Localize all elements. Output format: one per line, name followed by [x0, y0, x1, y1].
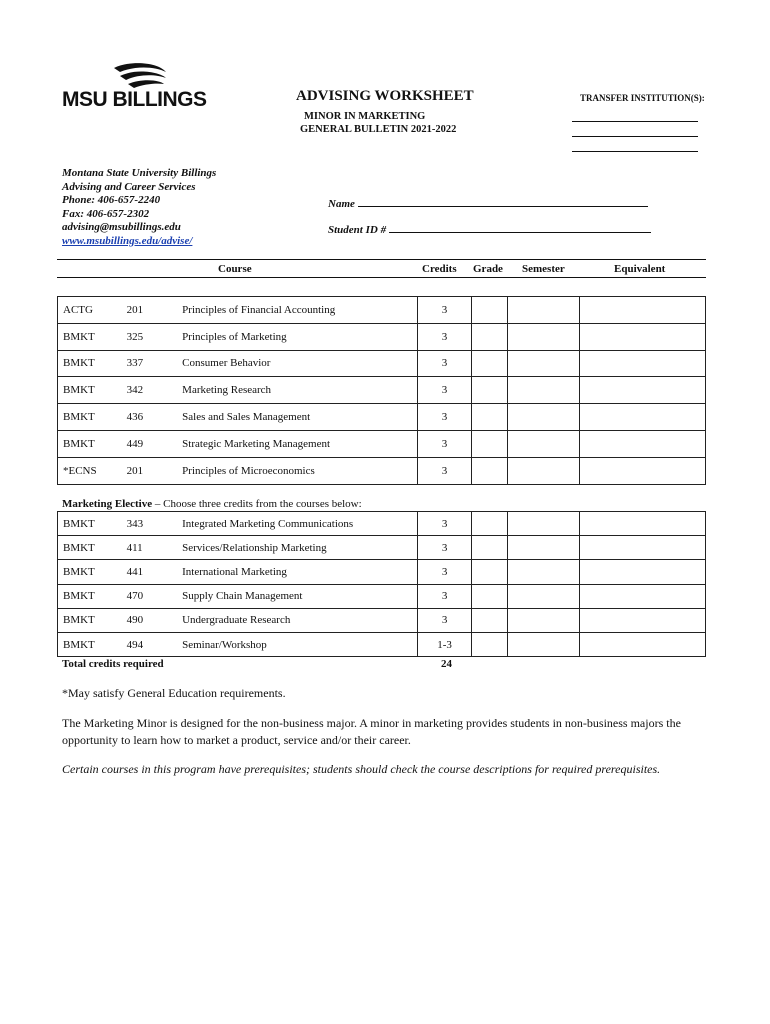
course-dept: BMKT [58, 377, 127, 404]
course-title: Sales and Sales Management [182, 404, 418, 431]
grade-cell[interactable] [471, 377, 508, 404]
col-course: Course [218, 263, 252, 275]
required-courses-table [57, 296, 706, 485]
total-label: Total credits required [62, 658, 164, 670]
course-credits: 3 [418, 404, 471, 431]
logo-text: MSU BILLINGS [62, 88, 207, 111]
header-rule-bottom [57, 277, 706, 278]
col-credits: Credits [422, 263, 457, 275]
semester-cell[interactable] [508, 350, 580, 377]
course-row [58, 377, 706, 404]
course-dept: ACTG [58, 297, 127, 324]
org-name: Montana State University Billings [62, 167, 217, 179]
course-row [58, 560, 706, 584]
course-number: 342 [127, 377, 183, 404]
course-row [58, 404, 706, 431]
course-number: 470 [127, 584, 183, 608]
transfer-line-2[interactable] [572, 136, 698, 137]
equivalent-cell[interactable] [580, 350, 706, 377]
total-value: 24 [441, 658, 452, 670]
course-dept: BMKT [58, 350, 127, 377]
course-credits: 3 [418, 584, 471, 608]
semester-cell[interactable] [508, 512, 580, 536]
grade-cell[interactable] [471, 297, 508, 324]
equivalent-cell[interactable] [580, 512, 706, 536]
course-number: 494 [127, 632, 183, 656]
course-row [58, 608, 706, 632]
course-dept: BMKT [58, 632, 127, 656]
course-number: 436 [127, 404, 183, 431]
name-label: Name [328, 198, 355, 210]
course-dept: BMKT [58, 323, 127, 350]
elective-heading [62, 498, 362, 510]
name-blank[interactable] [358, 196, 648, 207]
transfer-institution-label: TRANSFER INSTITUTION(S): [580, 93, 705, 103]
prereq-note: Certain courses in this program have prerequisites; students should check the course descriptions for required prerequisites. [62, 762, 661, 776]
course-credits: 1-3 [418, 632, 471, 656]
name-field[interactable] [328, 196, 648, 210]
course-credits: 3 [418, 457, 471, 484]
course-title: International Marketing [182, 560, 418, 584]
course-number: 441 [127, 560, 183, 584]
course-dept: BMKT [58, 560, 127, 584]
course-row [58, 632, 706, 656]
course-dept: BMKT [58, 608, 127, 632]
course-title: Seminar/Workshop [182, 632, 418, 656]
course-title: Services/Relationship Marketing [182, 536, 418, 560]
equivalent-cell[interactable] [580, 404, 706, 431]
course-credits: 3 [418, 608, 471, 632]
semester-cell[interactable] [508, 632, 580, 656]
course-row [58, 430, 706, 457]
course-row [58, 584, 706, 608]
equivalent-cell[interactable] [580, 377, 706, 404]
course-title: Principles of Marketing [182, 323, 418, 350]
course-number: 411 [127, 536, 183, 560]
minor-description: The Marketing Minor is designed for the non-business major. A minor in marketing provides students in non-business majors the opportunity to learn how to market a product, service and/or their career. [62, 716, 681, 747]
transfer-line-3[interactable] [572, 151, 698, 152]
elective-desc: – Choose three credits from the courses below: [152, 498, 362, 510]
course-title: Marketing Research [182, 377, 418, 404]
grade-cell[interactable] [471, 584, 508, 608]
course-dept: BMKT [58, 430, 127, 457]
col-equivalent: Equivalent [614, 263, 666, 275]
gen-ed-note: *May satisfy General Education requirements. [62, 686, 286, 700]
course-row [58, 323, 706, 350]
course-dept: BMKT [58, 512, 127, 536]
elective-title: Marketing Elective [62, 498, 153, 510]
bulletin-subtitle: GENERAL BULLETIN 2021-2022 [300, 124, 457, 135]
course-row [58, 350, 706, 377]
course-credits: 3 [418, 536, 471, 560]
dept-name: Advising and Career Services [62, 180, 196, 193]
semester-cell[interactable] [508, 323, 580, 350]
equivalent-cell[interactable] [580, 632, 706, 656]
course-number: 201 [127, 457, 183, 484]
equivalent-cell[interactable] [580, 536, 706, 560]
grade-cell[interactable] [471, 632, 508, 656]
fax: Fax: 406-657-2302 [62, 207, 150, 220]
col-semester: Semester [522, 263, 565, 275]
header-rule-top [57, 259, 706, 260]
course-title: Integrated Marketing Communications [182, 512, 418, 536]
course-title: Supply Chain Management [182, 584, 418, 608]
course-dept: BMKT [58, 536, 127, 560]
advise-link[interactable]: www.msubillings.edu/advise/ [62, 234, 193, 247]
semester-cell[interactable] [508, 608, 580, 632]
course-dept: BMKT [58, 404, 127, 431]
semester-cell[interactable] [508, 457, 580, 484]
grade-cell[interactable] [471, 608, 508, 632]
course-number: 449 [127, 430, 183, 457]
course-dept: BMKT [58, 584, 127, 608]
course-credits: 3 [418, 560, 471, 584]
course-row [58, 457, 706, 484]
course-credits: 3 [418, 430, 471, 457]
elective-courses-table [57, 511, 706, 657]
semester-cell[interactable] [508, 297, 580, 324]
semester-cell[interactable] [508, 404, 580, 431]
phone: Phone: 406-657-2240 [62, 194, 161, 206]
semester-cell[interactable] [508, 560, 580, 584]
email: advising@msubillings.edu [62, 221, 181, 233]
grade-cell[interactable] [471, 457, 508, 484]
course-title: Strategic Marketing Management [182, 430, 418, 457]
course-row [58, 536, 706, 560]
course-row [58, 297, 706, 324]
course-credits: 3 [418, 377, 471, 404]
grade-cell[interactable] [471, 536, 508, 560]
semester-cell[interactable] [508, 536, 580, 560]
course-title: Undergraduate Research [182, 608, 418, 632]
course-number: 337 [127, 350, 183, 377]
worksheet-title: ADVISING WORKSHEET [296, 88, 474, 104]
col-grade: Grade [473, 263, 503, 275]
course-row [58, 512, 706, 536]
grade-cell[interactable] [471, 430, 508, 457]
equivalent-cell[interactable] [580, 584, 706, 608]
student-id-label: Student ID # [328, 224, 387, 236]
grade-cell[interactable] [471, 560, 508, 584]
grade-cell[interactable] [471, 323, 508, 350]
grade-cell[interactable] [471, 350, 508, 377]
equivalent-cell[interactable] [580, 560, 706, 584]
course-title: Principles of Financial Accounting [182, 297, 418, 324]
semester-cell[interactable] [508, 430, 580, 457]
equivalent-cell[interactable] [580, 297, 706, 324]
semester-cell[interactable] [508, 377, 580, 404]
contact-block [62, 167, 216, 248]
course-credits: 3 [418, 350, 471, 377]
course-number: 343 [127, 512, 183, 536]
grade-cell[interactable] [471, 404, 508, 431]
course-number: 490 [127, 608, 183, 632]
course-credits: 3 [418, 512, 471, 536]
student-id-field[interactable] [328, 222, 651, 236]
semester-cell[interactable] [508, 584, 580, 608]
equivalent-cell[interactable] [580, 323, 706, 350]
student-id-blank[interactable] [389, 222, 651, 233]
grade-cell[interactable] [471, 512, 508, 536]
msu-billings-logo [62, 62, 212, 112]
transfer-line-1[interactable] [572, 121, 698, 122]
course-title: Consumer Behavior [182, 350, 418, 377]
equivalent-cell[interactable] [580, 430, 706, 457]
equivalent-cell[interactable] [580, 457, 706, 484]
course-credits: 3 [418, 323, 471, 350]
course-dept: *ECNS [58, 457, 127, 484]
course-title: Principles of Microeconomics [182, 457, 418, 484]
course-number: 325 [127, 323, 183, 350]
course-number: 201 [127, 297, 183, 324]
course-credits: 3 [418, 297, 471, 324]
equivalent-cell[interactable] [580, 608, 706, 632]
minor-subtitle: MINOR IN MARKETING [304, 111, 426, 122]
